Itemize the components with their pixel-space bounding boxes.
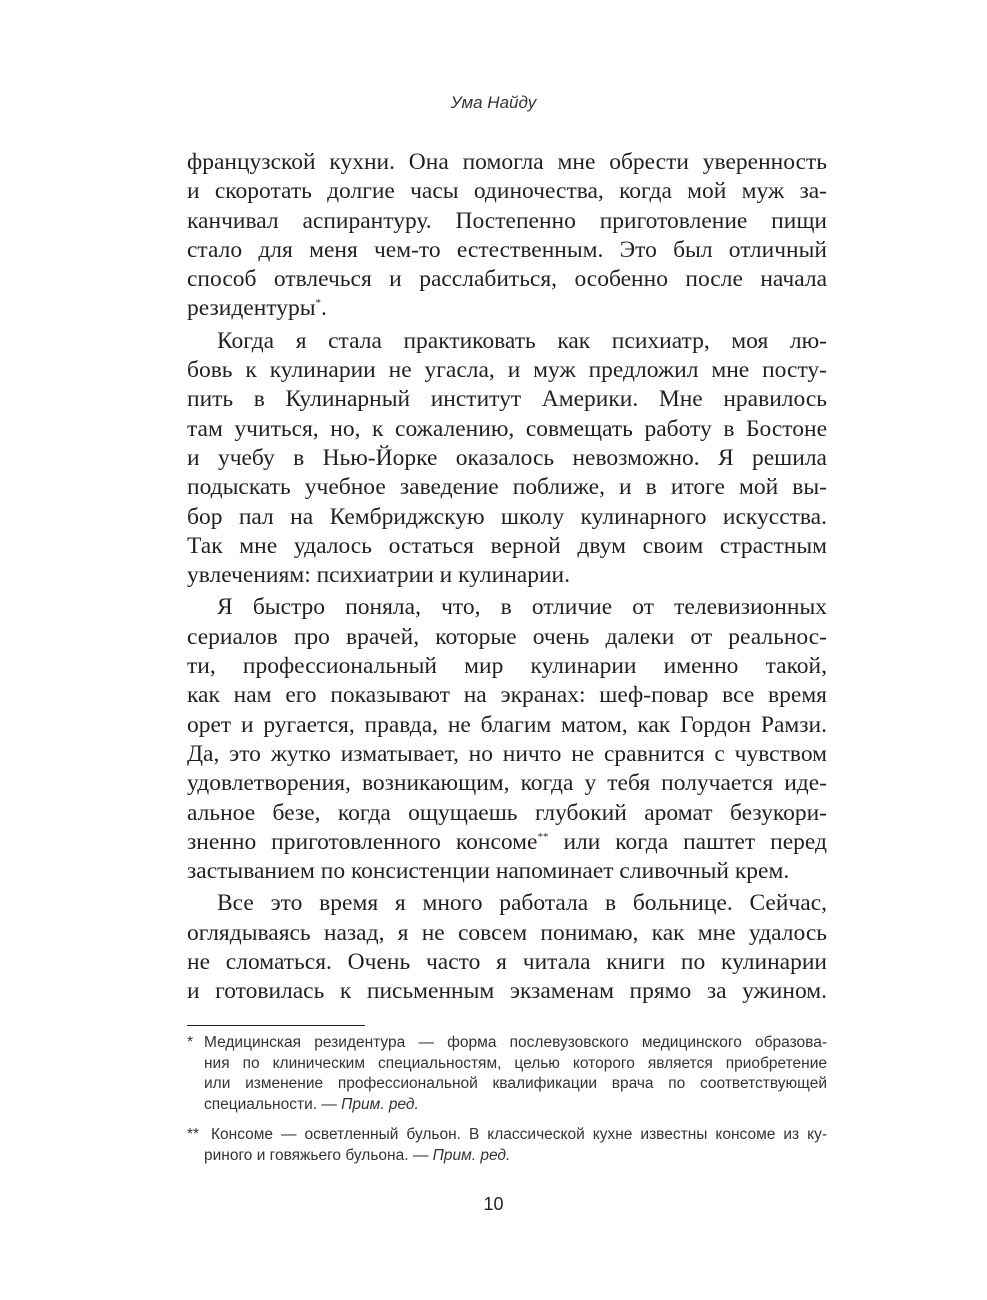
text-line: и скоротать долгие часы одиночества, когда мой муж за- bbox=[187, 178, 827, 205]
text-line: стало для меня чем-то естественным. Это был отличный bbox=[187, 236, 827, 263]
editor-note: Прим. ред. bbox=[341, 1095, 419, 1113]
text-line: и готовилась к письменным экзаменам прямо за ужином. bbox=[187, 978, 827, 1005]
text-fragment: риного и говяжьего бульона. — bbox=[204, 1146, 433, 1164]
paragraph-4 bbox=[187, 889, 827, 1006]
text-line: ния по клиническим специальностям, целью которого является приобретение bbox=[204, 1054, 827, 1072]
text-line: орет и ругается, правда, не благим матом, как Гордон Рамзи. bbox=[187, 711, 827, 738]
text-line: там учиться, но, к сожалению, совмещать работу в Бостоне bbox=[187, 415, 827, 442]
body-text bbox=[187, 148, 827, 1007]
text-line: увлечениям: психиатрии и кулинарии. bbox=[187, 562, 570, 589]
text-line: Все это время я много работала в больнице. Сейчас, bbox=[217, 890, 827, 917]
footnote-ref-2[interactable]: ** bbox=[537, 830, 549, 843]
text-fragment: . bbox=[321, 295, 327, 322]
footnote-ref-1[interactable]: * bbox=[315, 297, 322, 310]
text-line bbox=[187, 1095, 827, 1116]
text-line: ти, профессиональный мир кулинарии именно такой, bbox=[187, 653, 827, 680]
paragraph-2 bbox=[187, 327, 827, 591]
footnote-marker: ** bbox=[187, 1126, 200, 1143]
text-line: и учебу в Нью-Йорке оказалось невозможно. Я решила bbox=[187, 444, 827, 471]
text-line: канчивал аспирантуру. Постепенно приготовление пищи bbox=[187, 207, 827, 234]
text-line: способ отвлечься и расслабиться, особенно после начала bbox=[187, 266, 827, 293]
text-line bbox=[187, 294, 827, 323]
text-line: французской кухни. Она помогла мне обрести уверенность bbox=[187, 149, 827, 175]
text-line: не сломаться. Очень часто я читала книги по кулинарии bbox=[187, 949, 827, 976]
text-line: застыванием по консистенции напоминает сливочный крем. bbox=[187, 858, 790, 885]
text-line bbox=[187, 1146, 827, 1167]
text-line: удовлетворения, возникающим, когда у тебя получается иде- bbox=[187, 770, 827, 797]
text-fragment: специальности. — bbox=[204, 1095, 342, 1113]
footnote-2 bbox=[187, 1125, 827, 1166]
text-fragment: зненно приготовленного консоме bbox=[187, 828, 538, 855]
footnotes bbox=[187, 1033, 827, 1166]
footnote-1 bbox=[187, 1033, 827, 1115]
paragraph-1 bbox=[187, 148, 827, 324]
text-line: пить в Кулинарный институт Америки. Мне нравилось bbox=[187, 386, 827, 413]
text-line: сериалов про врачей, которые очень далеки от реальнос- bbox=[187, 623, 827, 650]
text-line: Я быстро поняла, что, в отличие от телевизионных bbox=[217, 594, 827, 621]
paragraph-3 bbox=[187, 593, 827, 886]
text-line: подыскать учебное заведение поближе, и в итоге мой вы- bbox=[187, 474, 827, 501]
page-number: 10 bbox=[483, 1194, 504, 1214]
footnote-separator bbox=[187, 1025, 365, 1026]
text-line: или изменение профессиональной квалификации врача по соответствующей bbox=[204, 1075, 827, 1092]
text-line: как нам его показывают на экранах: шеф-повар все время bbox=[187, 682, 827, 709]
running-head: Ума Найду bbox=[450, 93, 537, 112]
text-line: бор пал на Кембриджскую школу кулинарного искусства. bbox=[187, 503, 827, 530]
editor-note: Прим. ред. bbox=[432, 1146, 511, 1164]
text-line: альное безе, когда ощущаешь глубокий аромат безукори- bbox=[187, 799, 827, 826]
text-fragment: или когда паштет перед bbox=[548, 828, 827, 855]
text-fragment: Медицинская резидентура — форма послевузовского медицинского образова- bbox=[204, 1034, 827, 1051]
text-line: бовь к кулинарии не угасла, и муж предложил мне посту- bbox=[187, 357, 827, 384]
text-fragment: Консоме — осветленный бульон. В классической кухне известны консоме из ку- bbox=[211, 1126, 827, 1143]
footnote-marker: * bbox=[187, 1034, 194, 1051]
text-line bbox=[187, 1033, 827, 1054]
text-line: оглядываясь назад, я не совсем понимаю, как мне удалось bbox=[187, 919, 827, 946]
text-fragment: резидентуры bbox=[187, 295, 316, 322]
text-line bbox=[187, 828, 827, 857]
text-line: Да, это жутко изматывает, но ничто не сравнится с чувством bbox=[187, 740, 827, 767]
text-line bbox=[187, 1125, 827, 1146]
text-line: Когда я стала практиковать как психиатр, моя лю- bbox=[217, 327, 827, 354]
text-line: Так мне удалось остаться верной двум своим страстным bbox=[187, 532, 827, 559]
